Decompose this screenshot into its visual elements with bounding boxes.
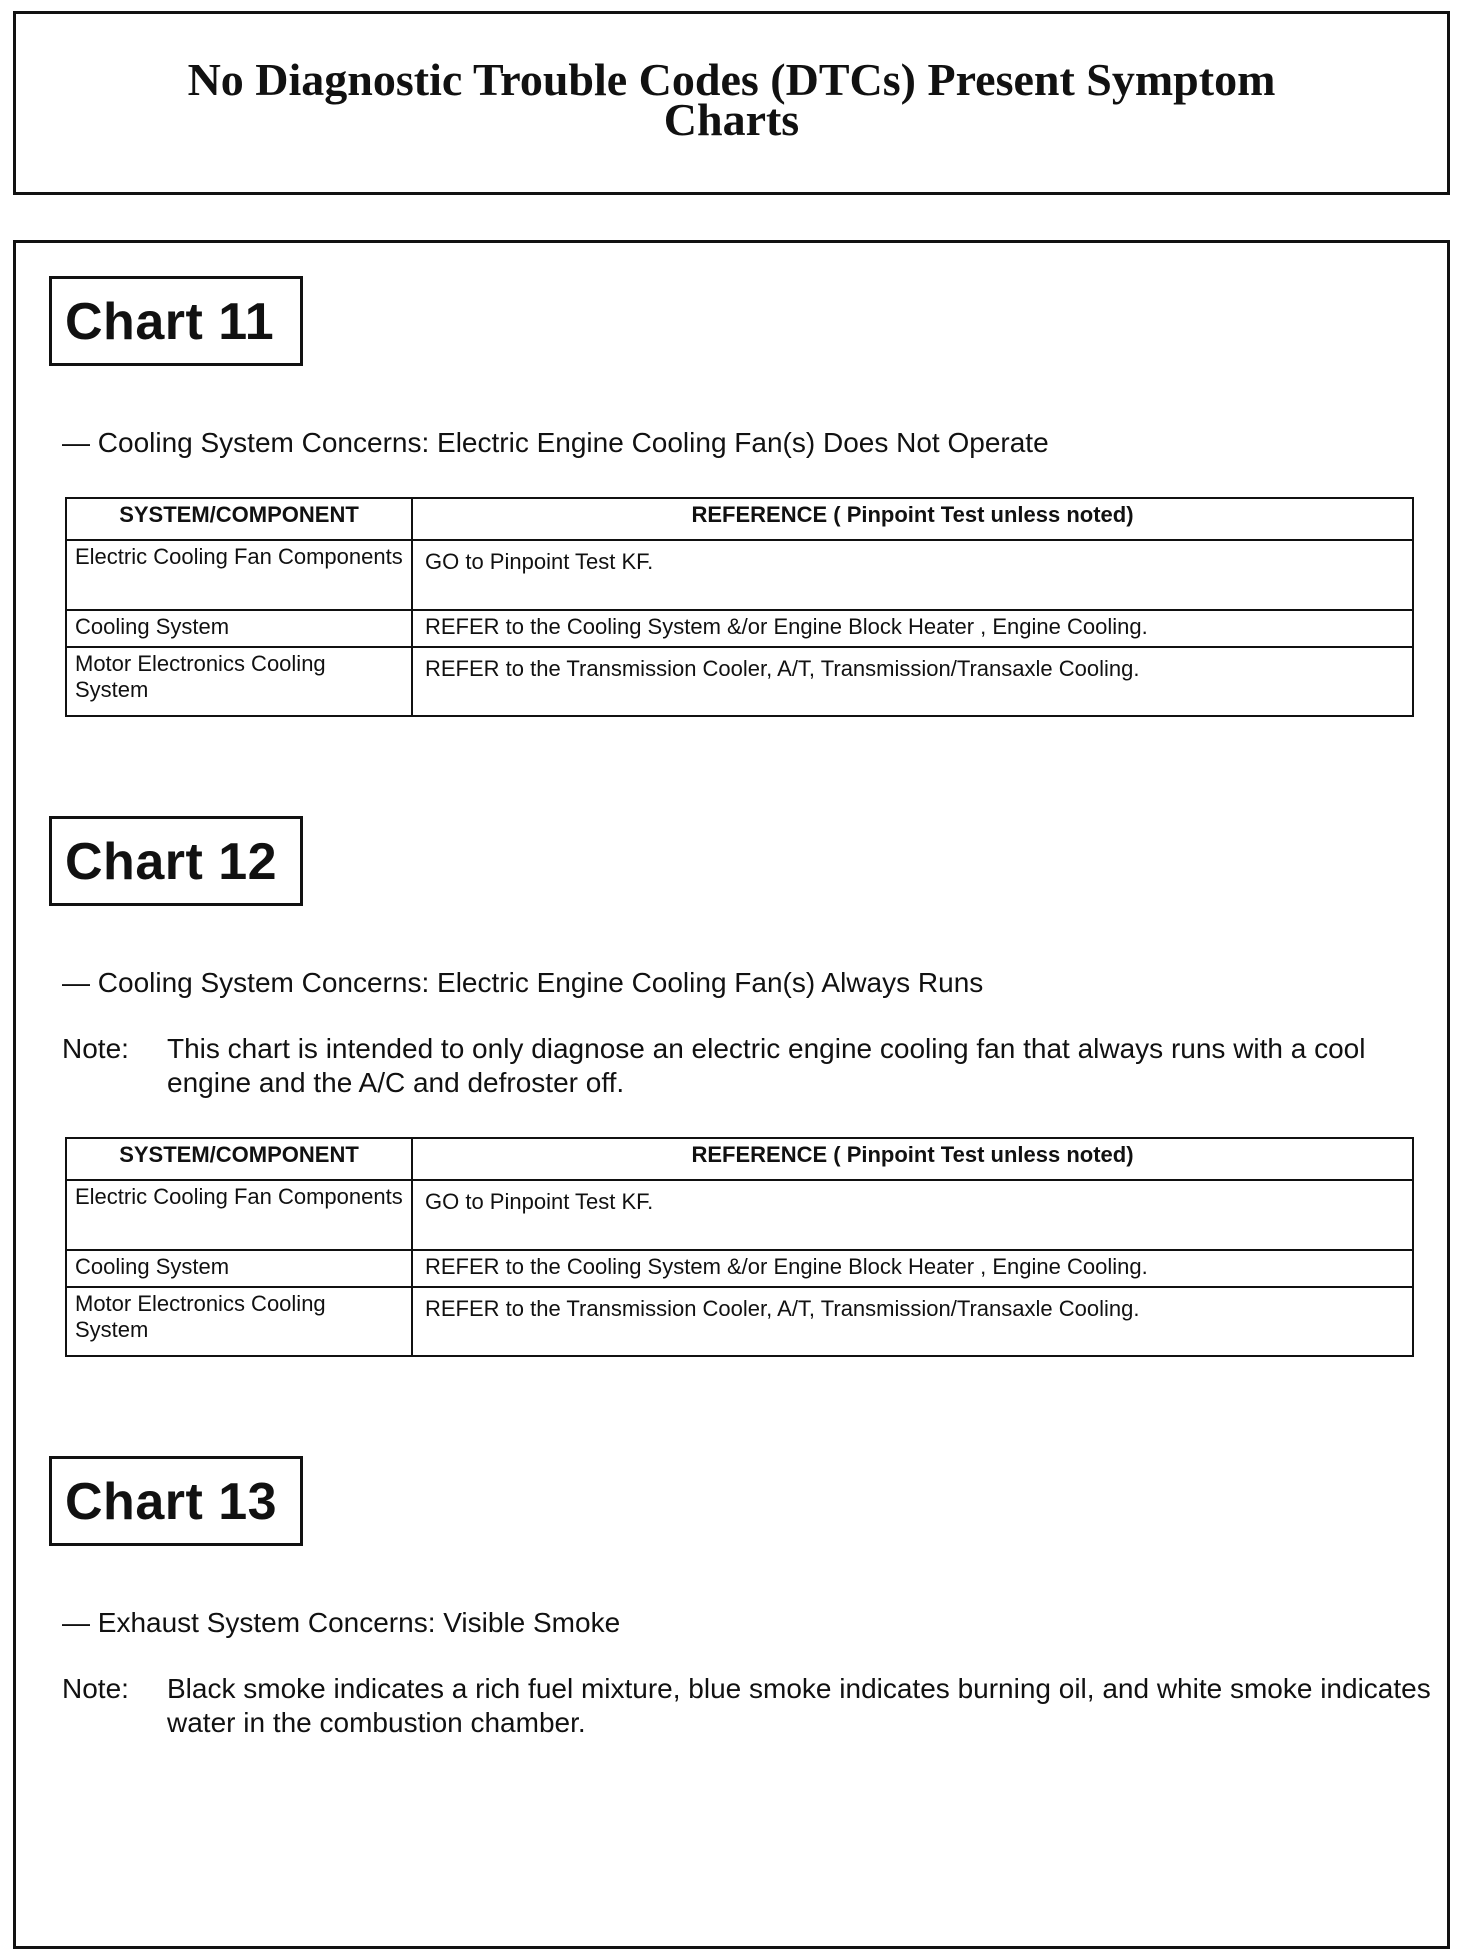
main-content-box — [13, 240, 1450, 1949]
title-box — [13, 11, 1450, 195]
chart-11-concern: — Cooling System Concerns: Electric Engine Cooling Fan(s) Does Not Operate — [62, 427, 1049, 458]
column-header-reference: REFERENCE ( Pinpoint Test unless noted) — [412, 1138, 1413, 1180]
column-header-system: SYSTEM/COMPONENT — [66, 498, 412, 540]
chart-12-concern: — Cooling System Concerns: Electric Engine Cooling Fan(s) Always Runs — [62, 967, 984, 998]
cell-reference: GO to Pinpoint Test KF. — [412, 540, 1413, 610]
table-row — [66, 610, 1413, 647]
table-header-row — [66, 498, 1413, 540]
note-text: This chart is intended to only diagnose an electric engine cooling fan that always runs with a cool engine and the A/C and defroster off. — [167, 1033, 1366, 1098]
page-title — [16, 54, 1447, 145]
cell-reference: REFER to the Cooling System &/or Engine Block Heater , Engine Cooling. — [412, 1250, 1413, 1287]
chart-13-heading — [49, 1456, 303, 1546]
cell-system: Cooling System — [66, 1250, 412, 1287]
chart-12-reference-table — [65, 1137, 1414, 1357]
note-label: Note: — [62, 1673, 129, 1704]
page-title-line-2: Charts — [663, 94, 800, 145]
column-header-system: SYSTEM/COMPONENT — [66, 1138, 412, 1180]
table-row — [66, 540, 1413, 610]
chart-12-heading — [49, 816, 303, 906]
cell-reference: REFER to the Cooling System &/or Engine Block Heater , Engine Cooling. — [412, 610, 1413, 647]
cell-reference: GO to Pinpoint Test KF. — [412, 1180, 1413, 1250]
note-label: Note: — [62, 1033, 129, 1064]
table-header-row — [66, 1138, 1413, 1180]
chart-13-concern: — Exhaust System Concerns: Visible Smoke — [62, 1607, 621, 1638]
chart-13-title: Chart 13 — [65, 1473, 278, 1531]
chart-11-heading — [49, 276, 303, 366]
cell-system: Electric Cooling Fan Components — [66, 540, 412, 610]
column-header-reference: REFERENCE ( Pinpoint Test unless noted) — [412, 498, 1413, 540]
cell-reference: REFER to the Transmission Cooler, A/T, Transmission/Transaxle Cooling. — [412, 647, 1413, 716]
cell-system: Cooling System — [66, 610, 412, 647]
table-row — [66, 1180, 1413, 1250]
cell-system: Motor Electronics Cooling System — [66, 1287, 412, 1356]
table-row — [66, 1250, 1413, 1287]
cell-system: Motor Electronics Cooling System — [66, 647, 412, 716]
table-row — [66, 647, 1413, 716]
cell-system: Electric Cooling Fan Components — [66, 1180, 412, 1250]
page-title-line-1: No Diagnostic Trouble Codes (DTCs) Present Symptom — [187, 54, 1276, 105]
note-text: Black smoke indicates a rich fuel mixture, blue smoke indicates burning oil, and white smoke indicates water in the combustion chamber. — [167, 1673, 1431, 1738]
cell-reference: REFER to the Transmission Cooler, A/T, Transmission/Transaxle Cooling. — [412, 1287, 1413, 1356]
table-row — [66, 1287, 1413, 1356]
chart-11-title: Chart 11 — [65, 293, 275, 351]
chart-11-reference-table — [65, 497, 1414, 717]
chart-12-title: Chart 12 — [65, 833, 278, 891]
